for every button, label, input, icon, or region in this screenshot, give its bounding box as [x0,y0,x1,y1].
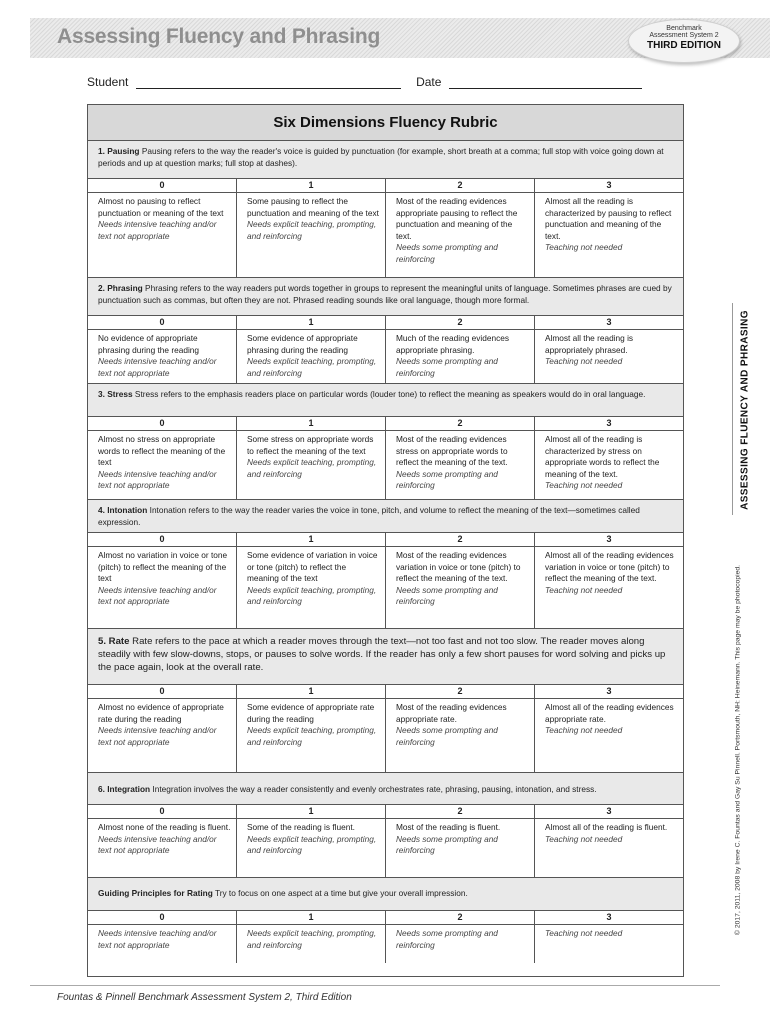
rubric-cell [236,699,385,772]
score-header-row [88,911,683,925]
cell-note: Needs some prompting and reinforcing [396,242,498,264]
score-0: 0 [159,912,165,922]
section-description [88,500,683,533]
score-2: 2 [385,533,534,546]
cell-text: Some stress on appropriate words to reflect the meaning of the text [247,434,374,456]
cell-text: Almost no stress on appropriate words to reflect the meaning of the text [98,434,226,468]
rubric-cell [534,193,683,277]
cell-note: Teaching not needed [545,833,623,844]
rubric-cell [385,193,534,277]
rubric-cell [534,431,683,499]
cell-note: Needs explicit teaching, prompting, and reinforcing [247,833,377,856]
cell-text: Almost all the reading is characterized by pausing to reflect punctuation and meaning of the text. [545,196,672,241]
section-description [88,773,683,805]
score-0: 0 [159,806,165,816]
section-description [88,384,683,417]
cell-note: Teaching not needed [545,584,623,595]
cell-text: Almost no variation in voice or tone (pitch) to reflect the meaning of the text [98,550,228,584]
cell-note: Teaching not needed [545,480,623,491]
cell-text: Almost no evidence of appropriate rate during the reading [98,702,224,724]
cell-note: Needs explicit teaching, prompting, and reinforcing [247,356,377,378]
rubric-row [88,925,683,963]
rubric-cell [236,925,385,963]
cell-text: No evidence of appropriate phrasing during the reading [98,333,200,355]
score-3: 3 [534,179,683,192]
section-heading: 4. Intonation [98,505,148,515]
score-2: 2 [385,179,534,192]
cell-note: Needs some prompting and reinforcing [396,833,498,856]
cell-note: Needs intensive teaching and/or text not appropriate [98,219,217,241]
score-2: 2 [385,316,534,329]
cell-note: Needs explicit teaching, prompting, and reinforcing [247,219,377,241]
cell-note: Needs intensive teaching and/or text not appropriate [98,725,217,747]
rubric-cell [88,431,236,499]
cell-note: Teaching not needed [545,356,623,367]
score-0: 0 [159,534,165,544]
section-heading: 1. Pausing [98,146,140,156]
rubric-cell [534,925,683,963]
score-3: 3 [534,417,683,430]
cell-text: Most of the reading evidences stress on appropriate words to reflect the meaning of the text. [396,434,508,468]
badge-line-2: Assessment System 2 [649,32,719,40]
score-1: 1 [236,316,385,329]
score-2: 2 [385,805,534,818]
cell-note: Needs some prompting and reinforcing [396,725,498,747]
score-2: 2 [385,685,534,698]
score-header-row [88,179,683,193]
rubric-cell [236,330,385,383]
score-0: 0 [159,418,165,428]
rubric-cell [236,819,385,877]
score-header-row [88,316,683,330]
rubric-cell [88,699,236,772]
cell-text: Some of the reading is fluent. [247,822,355,832]
cell-text: Most of the reading is fluent. [396,822,501,832]
page-title: Assessing Fluency and Phrasing [57,25,381,48]
rubric-row [88,819,683,878]
cell-note: Needs some prompting and reinforcing [396,356,498,378]
edition-badge [628,19,740,63]
score-3: 3 [534,316,683,329]
rubric-row [88,431,683,500]
rubric-cell [88,547,236,628]
date-label: Date [416,75,442,89]
section-text: Rate refers to the pace at which a reader moves through the text—not too fast and not too slow. The reader moves along steadily with few slow-downs, stops, or pauses to solve words. If the reader has only a few short pauses for word solving and picks up the pace again, look at the overall rate. [98,636,666,673]
score-3: 3 [534,685,683,698]
section-description [88,629,683,685]
section-text: Try to focus on one aspect at a time but give your overall impression. [214,888,468,898]
cell-text: Some evidence of appropriate rate during the reading [247,702,375,724]
score-1: 1 [236,179,385,192]
score-1: 1 [236,533,385,546]
rubric-row [88,193,683,278]
cell-note: Needs intensive teaching and/or text not appropriate [98,468,217,491]
cell-text: Almost all of the reading evidences appropriate rate. [545,702,674,724]
student-field[interactable] [136,76,401,89]
score-0: 0 [159,180,165,190]
rubric-cell [385,819,534,877]
cell-text: Most of the reading evidences variation in voice or tone (pitch) to reflect the meaning of the text. [396,550,521,584]
footer-text: Fountas & Pinnell Benchmark Assessment System 2, Third Edition [57,992,352,1003]
section-heading: 5. Rate [98,636,130,647]
cell-text: Some evidence of appropriate phrasing during the reading [247,333,358,355]
rubric-cell [385,699,534,772]
section-description [88,278,683,316]
cell-text: Almost all the reading is appropriately phrased. [545,333,634,355]
section-heading: 2. Phrasing [98,283,143,293]
cell-note: Needs intensive teaching and/or text not appropriate [98,584,217,607]
cell-note: Needs some prompting and reinforcing [396,584,498,607]
cell-text: Almost all of the reading evidences variation in voice or tone (pitch) to reflect the meaning of the text. [545,550,674,584]
cell-note: Teaching not needed [545,725,623,736]
cell-text: Almost all of the reading is characterized by stress on appropriate words to reflect the meaning of the text. [545,434,660,479]
cell-text: Most of the reading evidences appropriate rate. [396,702,507,724]
rubric-cell [236,431,385,499]
section-description [88,878,683,911]
cell-text: Much of the reading evidences appropriate phrasing. [396,333,510,355]
cell-text: Some evidence of variation in voice or tone (pitch) to reflect the meaning of the text [247,550,378,584]
section-text: Integration involves the way a reader consistently and evenly orchestrates rate, phrasing, pausing, intonation, and stress. [152,784,597,794]
cell-note: Needs explicit teaching, prompting, and reinforcing [247,457,377,479]
section-heading: 6. Integration [98,784,151,794]
rubric-cell [385,431,534,499]
section-heading: Guiding Principles for Rating [98,888,213,898]
rubric-row [88,330,683,384]
cell-note: Needs some prompting and reinforcing [396,468,498,491]
score-3: 3 [534,805,683,818]
score-header-row [88,805,683,819]
cell-note: Needs intensive teaching and/or text not appropriate [98,356,217,378]
score-1: 1 [236,911,385,924]
fluency-rubric-table [87,104,684,977]
score-2: 2 [385,911,534,924]
rubric-cell [385,330,534,383]
section-description [88,141,683,179]
rubric-cell [88,330,236,383]
cell-text: Some pausing to reflect the punctuation and meaning of the text [247,196,379,218]
rubric-row [88,547,683,629]
copyright-notice: © 2017, 2011, 2008 by Irene C. Fountas and Gay Su Pinnell. Portsmouth, NH: Heinemann. This page may be photocopied. [734,564,742,936]
score-header-row [88,533,683,547]
cell-note: Needs some prompting and reinforcing [396,928,498,950]
student-label: Student [87,75,129,89]
section-text: Intonation refers to the way the reader varies the voice in tone, pitch, and volume to reflect the meaning of the text—sometimes called expression. [98,505,640,527]
score-2: 2 [385,417,534,430]
badge-line-3: THIRD EDITION [647,39,721,51]
cell-text: Almost all of the reading is fluent. [545,822,668,832]
rubric-cell [385,925,534,963]
rubric-cell [236,547,385,628]
date-field[interactable] [449,76,642,89]
rubric-row [88,699,683,773]
side-section-title: ASSESSING FLUENCY AND PHRASING [739,310,751,510]
cell-text: Almost no pausing to reflect punctuation or meaning of the text [98,196,224,218]
rubric-cell [88,925,236,963]
rubric-cell [534,330,683,383]
score-1: 1 [236,685,385,698]
cell-note: Needs intensive teaching and/or text not appropriate [98,928,217,950]
rubric-cell [534,547,683,628]
cell-note: Teaching not needed [545,242,623,253]
rubric-cell [88,819,236,877]
score-header-row [88,417,683,431]
score-0: 0 [159,317,165,327]
score-3: 3 [534,533,683,546]
rubric-cell [534,819,683,877]
cell-note: Needs intensive teaching and/or text not appropriate [98,833,217,856]
cell-note: Needs explicit teaching, prompting, and reinforcing [247,725,377,747]
score-0: 0 [159,686,165,696]
cell-text: Most of the reading evidences appropriate pausing to reflect the punctuation and meaning of the text. [396,196,518,241]
score-1: 1 [236,417,385,430]
rubric-cell [385,547,534,628]
footer-divider [30,985,720,986]
section-heading: 3. Stress [98,389,133,399]
student-date-row [87,75,642,89]
badge-line-1: Benchmark [666,25,702,32]
cell-text: Almost none of the reading is fluent. [98,822,231,832]
score-1: 1 [236,805,385,818]
section-text: Phrasing refers to the way readers put words together in groups to represent the meaningful units of language. Sometimes phrases are cued by punctuation such as commas, but often they are not. Phrased reading sounds like oral language, though more formal. [98,283,672,305]
cell-note: Needs explicit teaching, prompting, and reinforcing [247,584,377,607]
section-text: Stress refers to the emphasis readers place on particular words (louder tone) to reflect the meaning as speakers would do in oral language. [134,389,646,399]
rubric-title: Six Dimensions Fluency Rubric [88,105,683,141]
cell-note: Needs explicit teaching, prompting, and reinforcing [247,928,377,950]
section-text: Pausing refers to the way the reader's voice is guided by punctuation (for example, short breath at a comma; full stop with voice going down at periods and up at question marks; full stop at dashes). [98,146,664,168]
rubric-cell [534,699,683,772]
rubric-cell [88,193,236,277]
rubric-cell [236,193,385,277]
score-3: 3 [534,911,683,924]
cell-note: Teaching not needed [545,928,623,938]
score-header-row [88,685,683,699]
